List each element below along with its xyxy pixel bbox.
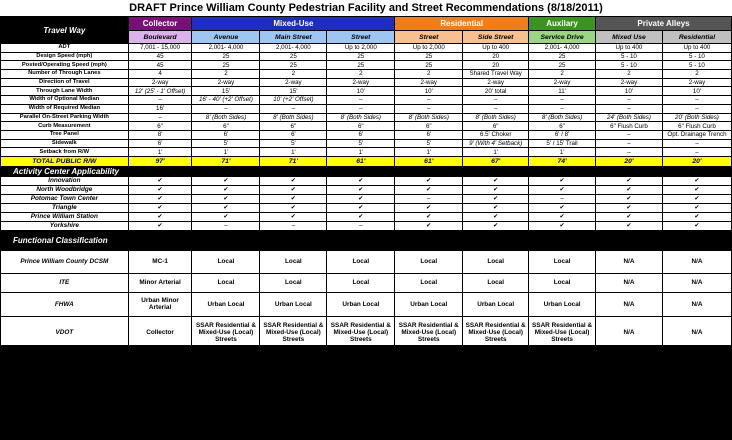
functional-cell: Urban Minor Arterial: [128, 292, 192, 316]
table-cell: 25: [529, 61, 596, 70]
activity-header-row: [1, 166, 732, 176]
check-icon: ✔: [327, 176, 395, 185]
functional-cell: Local: [395, 250, 463, 273]
check-icon: ✔: [463, 221, 529, 230]
table-cell: 16': [128, 104, 192, 113]
check-icon: ✔: [662, 194, 731, 203]
travel-way-header: Travel Way: [1, 17, 129, 44]
table-cell: 2-way: [260, 78, 327, 87]
check-icon: ✔: [327, 212, 395, 221]
check-icon: ✔: [596, 212, 663, 221]
total-cell: 20': [662, 156, 731, 166]
table-cell: 5 - 10: [662, 52, 731, 61]
table-cell: –: [260, 104, 327, 113]
table-cell: 6": [395, 122, 463, 131]
table-cell: 2,001- 4,000: [260, 44, 327, 53]
functional-cell: Local: [463, 250, 529, 273]
group-header: Private Alleys: [596, 17, 732, 31]
functional-cell: SSAR Residential & Mixed-Use (Local) Streets: [395, 316, 463, 349]
functional-cell: Urban Local: [463, 292, 529, 316]
table-row: [1, 104, 732, 113]
table-cell: Up to 400: [463, 44, 529, 53]
functional-cell: Local: [192, 250, 260, 273]
activity-label: Prince William Station: [1, 212, 129, 221]
functional-row: [1, 273, 732, 292]
table-cell: Up to 2,000: [395, 44, 463, 53]
table-cell: 5 - 10: [596, 52, 663, 61]
table-cell: 2: [327, 70, 395, 79]
table-cell: 2: [596, 70, 663, 79]
table-cell: 8' (Both Sides): [529, 113, 596, 122]
table-cell: Up to 400: [662, 44, 731, 53]
table-cell: 10': [327, 87, 395, 96]
table-cell: 5': [260, 139, 327, 148]
table-cell: 16' - 40' (+2' Offset): [192, 96, 260, 105]
functional-cell: Urban Local: [260, 292, 327, 316]
column-header: Residential: [662, 31, 731, 44]
check-icon: ✔: [395, 221, 463, 230]
table-cell: 20' total: [463, 87, 529, 96]
table-cell: 6': [192, 130, 260, 139]
functional-cell: Urban Local: [327, 292, 395, 316]
check-icon: ✔: [128, 194, 192, 203]
table-cell: 20: [463, 61, 529, 70]
table-cell: 25: [395, 61, 463, 70]
table-cell: 25: [327, 52, 395, 61]
table-cell: 6": [192, 122, 260, 131]
group-header: Mixed-Use: [192, 17, 395, 31]
check-icon: ✔: [192, 185, 260, 194]
row-label: Design Speed (mph): [1, 52, 129, 61]
table-cell: 6': [128, 139, 192, 148]
check-icon: ✔: [662, 203, 731, 212]
page-title: DRAFT Prince William County Pedestrian Facility and Street Recommendations (8/18/2011): [0, 0, 732, 16]
table-cell: 15': [260, 87, 327, 96]
functional-label: VDOT: [1, 316, 129, 349]
table-cell: 45: [128, 52, 192, 61]
functional-cell: Local: [463, 273, 529, 292]
row-label: Through Lane Width: [1, 87, 129, 96]
functional-classification-header: Functional Classification: [1, 230, 732, 250]
functional-header-row: [1, 230, 732, 250]
recommendations-table: [0, 16, 732, 350]
table-cell: –: [662, 104, 731, 113]
table-cell: 2: [192, 70, 260, 79]
table-cell: –: [192, 104, 260, 113]
table-cell: 10' (+2' Offset): [260, 96, 327, 105]
total-cell: 20': [596, 156, 663, 166]
group-header: Collector: [128, 17, 192, 31]
table-cell: 45: [128, 61, 192, 70]
table-cell: 15': [192, 87, 260, 96]
row-label: Setback from R/W: [1, 148, 129, 157]
table-cell: –: [596, 130, 663, 139]
dash-mark: –: [529, 194, 596, 203]
activity-label: North Woodbridge: [1, 185, 129, 194]
activity-label: Triangle: [1, 203, 129, 212]
activity-row: [1, 176, 732, 185]
table-cell: 8' (Both Sides): [260, 113, 327, 122]
activity-label: Innovation: [1, 176, 129, 185]
table-cell: 5': [327, 139, 395, 148]
table-cell: 6': [327, 130, 395, 139]
table-cell: 10': [596, 87, 663, 96]
total-cell: 74': [529, 156, 596, 166]
check-icon: ✔: [529, 176, 596, 185]
functional-cell: Urban Local: [395, 292, 463, 316]
dash-mark: –: [192, 221, 260, 230]
check-icon: ✔: [463, 194, 529, 203]
table-cell: Up to 2,000: [327, 44, 395, 53]
functional-cell: SSAR Residential & Mixed-Use (Local) Streets: [327, 316, 395, 349]
row-label: Parallel On-Street Parking Width: [1, 113, 129, 122]
table-cell: –: [395, 96, 463, 105]
table-cell: Shared Travel Way: [463, 70, 529, 79]
table-cell: 25: [192, 61, 260, 70]
table-cell: –: [596, 148, 663, 157]
activity-center-header: Activity Center Applicability: [1, 166, 732, 176]
functional-cell: N/A: [596, 292, 663, 316]
functional-row: [1, 250, 732, 273]
table-cell: –: [596, 139, 663, 148]
check-icon: ✔: [192, 176, 260, 185]
table-cell: 5' / 15' Trail: [529, 139, 596, 148]
table-cell: 2-way: [128, 78, 192, 87]
table-cell: 5 - 10: [596, 61, 663, 70]
table-cell: 11': [529, 87, 596, 96]
table-cell: 6": [463, 122, 529, 131]
table-row: [1, 61, 732, 70]
total-cell: 71': [260, 156, 327, 166]
total-cell: 61': [395, 156, 463, 166]
check-icon: ✔: [260, 194, 327, 203]
check-icon: ✔: [260, 203, 327, 212]
table-cell: 1': [260, 148, 327, 157]
table-cell: 25: [529, 52, 596, 61]
check-icon: ✔: [463, 185, 529, 194]
table-cell: –: [327, 96, 395, 105]
table-cell: 20: [463, 52, 529, 61]
functional-cell: N/A: [662, 273, 731, 292]
table-cell: Up to 400: [596, 44, 663, 53]
functional-cell: N/A: [662, 316, 731, 349]
check-icon: ✔: [128, 212, 192, 221]
functional-cell: N/A: [596, 316, 663, 349]
table-cell: 25: [395, 52, 463, 61]
check-icon: ✔: [596, 194, 663, 203]
activity-row: [1, 221, 732, 230]
table-cell: 6': [260, 130, 327, 139]
check-icon: ✔: [327, 185, 395, 194]
check-icon: ✔: [463, 212, 529, 221]
table-cell: 2: [260, 70, 327, 79]
table-cell: 6": [529, 122, 596, 131]
check-icon: ✔: [128, 203, 192, 212]
column-header: Service Drive: [529, 31, 596, 44]
check-icon: ✔: [327, 203, 395, 212]
check-icon: ✔: [529, 203, 596, 212]
table-cell: 2-way: [662, 78, 731, 87]
functional-cell: SSAR Residential & Mixed-Use (Local) Streets: [463, 316, 529, 349]
check-icon: ✔: [596, 221, 663, 230]
functional-row: [1, 292, 732, 316]
check-icon: ✔: [395, 176, 463, 185]
functional-cell: Local: [529, 273, 596, 292]
functional-cell: MC-1: [128, 250, 192, 273]
table-cell: 2: [395, 70, 463, 79]
functional-cell: Local: [327, 250, 395, 273]
check-icon: ✔: [192, 194, 260, 203]
table-cell: –: [395, 104, 463, 113]
column-header: Street: [327, 31, 395, 44]
check-icon: ✔: [662, 221, 731, 230]
check-icon: ✔: [395, 185, 463, 194]
table-cell: 2-way: [192, 78, 260, 87]
activity-row: [1, 194, 732, 203]
table-cell: 2-way: [529, 78, 596, 87]
table-cell: 6": [128, 122, 192, 131]
table-cell: 9' (With 4' Setback): [463, 139, 529, 148]
functional-label: Prince William County DCSM: [1, 250, 129, 273]
table-cell: –: [463, 96, 529, 105]
table-cell: –: [662, 148, 731, 157]
table-cell: 2: [662, 70, 731, 79]
check-icon: ✔: [260, 176, 327, 185]
table-row: [1, 52, 732, 61]
table-cell: 8' (Both Sides): [395, 113, 463, 122]
functional-cell: SSAR Residential & Mixed-Use (Local) Streets: [260, 316, 327, 349]
check-icon: ✔: [395, 203, 463, 212]
table-cell: 20' (Both Sides): [662, 113, 731, 122]
check-icon: ✔: [128, 185, 192, 194]
check-icon: ✔: [463, 203, 529, 212]
functional-label: ITE: [1, 273, 129, 292]
row-label: Width of Optional Median: [1, 96, 129, 105]
check-icon: ✔: [260, 185, 327, 194]
table-cell: 2-way: [395, 78, 463, 87]
table-row: [1, 148, 732, 157]
table-cell: 1': [128, 148, 192, 157]
table-cell: 8' (Both Sides): [192, 113, 260, 122]
functional-cell: Local: [529, 250, 596, 273]
table-cell: 25: [260, 61, 327, 70]
check-icon: ✔: [128, 176, 192, 185]
column-header: Mixed Use: [596, 31, 663, 44]
column-header: Avenue: [192, 31, 260, 44]
total-label: TOTAL PUBLIC R/W: [1, 156, 129, 166]
dash-mark: –: [327, 221, 395, 230]
table-cell: 25: [192, 52, 260, 61]
row-label: Posted/Operating Speed (mph): [1, 61, 129, 70]
total-cell: 61': [327, 156, 395, 166]
table-cell: 5 - 10: [662, 61, 731, 70]
row-label: Width of Required Median: [1, 104, 129, 113]
total-cell: 67': [463, 156, 529, 166]
table-cell: 6": [327, 122, 395, 131]
activity-label: Yorkshire: [1, 221, 129, 230]
check-icon: ✔: [662, 176, 731, 185]
table-row: [1, 113, 732, 122]
table-cell: 25: [327, 61, 395, 70]
table-cell: 6" Flush Curb: [662, 122, 731, 131]
functional-cell: SSAR Residential & Mixed-Use (Local) Streets: [192, 316, 260, 349]
table-cell: 24' (Both Sides): [596, 113, 663, 122]
row-label: Sidewalk: [1, 139, 129, 148]
activity-row: [1, 212, 732, 221]
table-cell: 5': [395, 139, 463, 148]
column-header: Main Street: [260, 31, 327, 44]
table-cell: 1': [463, 148, 529, 157]
check-icon: ✔: [596, 203, 663, 212]
table-row: [1, 122, 732, 131]
table-cell: 4: [128, 70, 192, 79]
table-cell: 2,001- 4,000: [529, 44, 596, 53]
dash-mark: –: [260, 221, 327, 230]
dash-mark: –: [395, 194, 463, 203]
table-row: [1, 87, 732, 96]
table-cell: 6.5' Choker: [463, 130, 529, 139]
check-icon: ✔: [327, 194, 395, 203]
functional-cell: Local: [327, 273, 395, 292]
table-cell: 2-way: [327, 78, 395, 87]
check-icon: ✔: [529, 185, 596, 194]
table-cell: –: [596, 96, 663, 105]
functional-cell: N/A: [662, 250, 731, 273]
table-cell: 6": [260, 122, 327, 131]
table-cell: –: [128, 96, 192, 105]
group-header: Residential: [395, 17, 529, 31]
table-cell: 8' (Both Sides): [463, 113, 529, 122]
table-cell: 10': [395, 87, 463, 96]
group-header-row: [1, 17, 732, 31]
total-cell: 97': [128, 156, 192, 166]
table-row: [1, 78, 732, 87]
table-cell: 5': [192, 139, 260, 148]
row-label: Tree Panel: [1, 130, 129, 139]
check-icon: ✔: [395, 212, 463, 221]
functional-cell: Local: [260, 273, 327, 292]
group-header: Auxilary: [529, 17, 596, 31]
functional-cell: SSAR Residential & Mixed-Use (Local) Streets: [529, 316, 596, 349]
functional-cell: N/A: [596, 250, 663, 273]
table-cell: Opt. Drainage Trench: [662, 130, 731, 139]
column-header: Boulevard: [128, 31, 192, 44]
check-icon: ✔: [596, 185, 663, 194]
activity-row: [1, 185, 732, 194]
table-cell: 1': [192, 148, 260, 157]
table-cell: –: [529, 104, 596, 113]
functional-cell: Collector: [128, 316, 192, 349]
check-icon: ✔: [662, 185, 731, 194]
table-cell: 25: [260, 52, 327, 61]
table-cell: 2-way: [463, 78, 529, 87]
activity-row: [1, 203, 732, 212]
table-row: [1, 139, 732, 148]
table-row: [1, 70, 732, 79]
table-row: [1, 96, 732, 105]
table-cell: 7,001 - 15,000: [128, 44, 192, 53]
table-row: [1, 44, 732, 53]
table-cell: 1': [529, 148, 596, 157]
check-icon: ✔: [529, 212, 596, 221]
functional-cell: Minor Arterial: [128, 273, 192, 292]
table-cell: 1': [395, 148, 463, 157]
table-cell: 6" Flush Curb: [596, 122, 663, 131]
table-cell: –: [128, 113, 192, 122]
functional-cell: Urban Local: [529, 292, 596, 316]
table-cell: 2-way: [596, 78, 663, 87]
table-cell: 6' / 8': [529, 130, 596, 139]
check-icon: ✔: [596, 176, 663, 185]
row-label: Direction of Travel: [1, 78, 129, 87]
check-icon: ✔: [192, 212, 260, 221]
check-icon: ✔: [463, 176, 529, 185]
table-cell: 6': [395, 130, 463, 139]
check-icon: ✔: [128, 221, 192, 230]
table-cell: 12' (25' - 1' Offset): [128, 87, 192, 96]
table-cell: 8' (Both Sides): [327, 113, 395, 122]
functional-row: [1, 316, 732, 349]
check-icon: ✔: [662, 212, 731, 221]
table-cell: 1': [327, 148, 395, 157]
functional-cell: N/A: [662, 292, 731, 316]
table-cell: 8': [128, 130, 192, 139]
table-cell: –: [463, 104, 529, 113]
functional-cell: Local: [192, 273, 260, 292]
functional-cell: N/A: [596, 273, 663, 292]
row-label: ADT: [1, 44, 129, 53]
total-row: [1, 156, 732, 166]
check-icon: ✔: [529, 221, 596, 230]
functional-cell: Urban Local: [192, 292, 260, 316]
table-cell: –: [662, 96, 731, 105]
total-cell: 71': [192, 156, 260, 166]
check-icon: ✔: [260, 212, 327, 221]
table-cell: 2,001- 4,000: [192, 44, 260, 53]
functional-cell: Local: [395, 273, 463, 292]
table-cell: –: [596, 104, 663, 113]
functional-cell: Local: [260, 250, 327, 273]
table-cell: –: [529, 96, 596, 105]
table-cell: –: [327, 104, 395, 113]
table-cell: 2: [529, 70, 596, 79]
column-header: Side Street: [463, 31, 529, 44]
table-row: [1, 130, 732, 139]
functional-label: FHWA: [1, 292, 129, 316]
column-header: Street: [395, 31, 463, 44]
activity-label: Potomac Town Center: [1, 194, 129, 203]
table-cell: 10': [662, 87, 731, 96]
table-cell: –: [662, 139, 731, 148]
check-icon: ✔: [192, 203, 260, 212]
row-label: Number of Through Lanes: [1, 70, 129, 79]
row-label: Curb Measurement: [1, 122, 129, 131]
